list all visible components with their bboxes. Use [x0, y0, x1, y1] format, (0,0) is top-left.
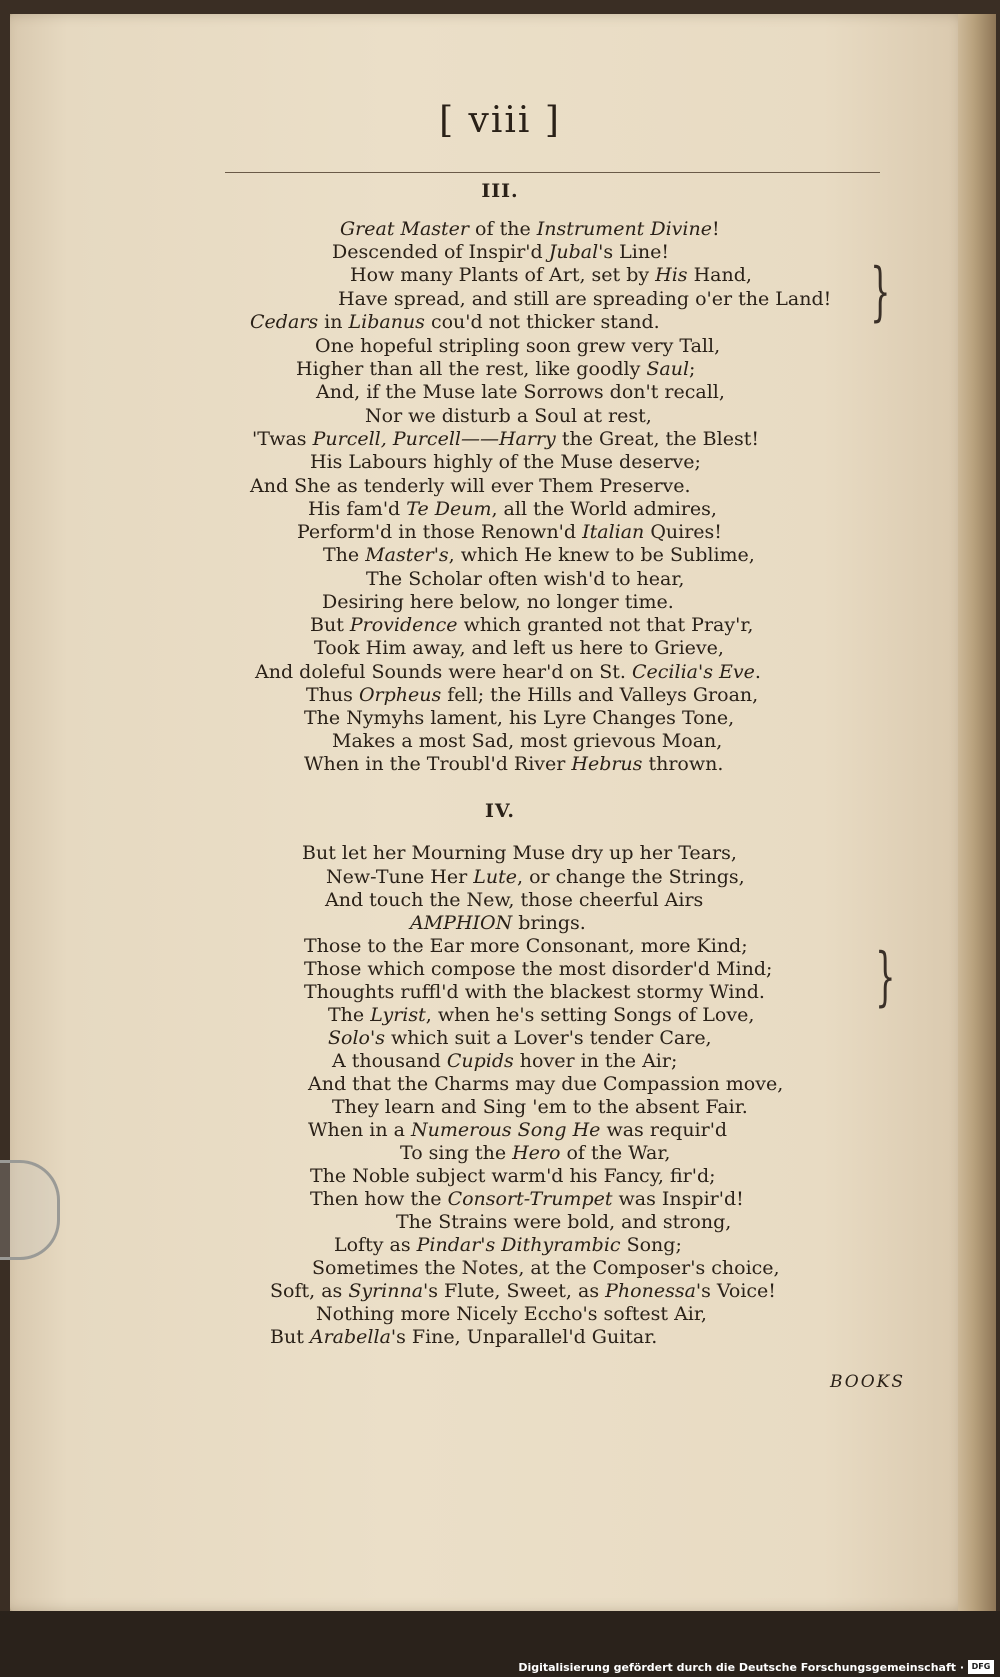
italic-text: Providence — [349, 614, 458, 636]
line-text: 's Line! — [598, 241, 669, 263]
line-text: cou'd not thicker stand. — [424, 311, 660, 333]
line-text: thrown. — [642, 753, 724, 775]
line-text: Descended of Inspir'd — [332, 241, 549, 263]
poem-line — [332, 1050, 677, 1072]
line-text: which suit a Lover's tender Care, — [384, 1027, 712, 1049]
line-text: Quires! — [644, 521, 722, 543]
line-text: in — [318, 311, 349, 333]
poem-line — [316, 381, 725, 403]
line-text: The Nymyhs lament, his Lyre Changes Tone, — [304, 707, 735, 729]
line-text: Soft, as — [270, 1280, 349, 1302]
digitization-credit: Digitalisierung gefördert durch die Deutsche Forschungsgemeinschaft · — [518, 1661, 964, 1674]
poem-line — [304, 707, 734, 729]
line-text: But — [310, 614, 350, 636]
poem-line — [297, 521, 722, 543]
line-text: The Noble subject warm'd his Fancy, fir'd; — [310, 1165, 716, 1187]
line-text: was requir'd — [600, 1119, 728, 1141]
line-text: And, if the Muse late Sorrows don't recall, — [316, 381, 725, 403]
line-text: New-Tune Her — [326, 866, 474, 888]
line-text: Perform'd in those Renown'd — [297, 521, 583, 543]
italic-text: Libanus — [348, 311, 425, 333]
poem-line — [250, 311, 660, 333]
line-text: , when he's setting Songs of Love, — [425, 1004, 755, 1026]
italic-text: Lyrist — [370, 1004, 426, 1026]
line-text: Took Him away, and left us here to Grieve, — [314, 637, 724, 659]
line-text: And that the Charms may due Compassion move, — [308, 1073, 784, 1095]
poem-line — [252, 428, 759, 450]
page-clip — [0, 1160, 60, 1260]
italic-text: AMPHION — [410, 912, 513, 934]
line-text: 's Voice! — [695, 1280, 776, 1302]
line-text: of the War, — [560, 1142, 671, 1164]
line-text: Then how the — [310, 1188, 448, 1210]
poem-line — [255, 661, 761, 683]
line-text: 's Fine, Unparallel'd Guitar. — [390, 1326, 658, 1348]
line-text: Thoughts ruffl'd with the blackest stormy Wind. — [304, 981, 765, 1003]
poem-line — [340, 218, 720, 240]
poem-line — [270, 1326, 657, 1348]
poem-line — [396, 1211, 731, 1233]
line-text: . — [754, 661, 761, 683]
line-text: His fam'd — [308, 498, 407, 520]
italic-text: His — [655, 264, 688, 286]
italic-text: Italian — [582, 521, 645, 543]
line-text: But let her Mourning Muse dry up her Tears, — [302, 842, 737, 864]
poem-line — [332, 1096, 748, 1118]
line-text: Desiring here below, no longer time. — [322, 591, 674, 613]
line-text: When in the Troubl'd River — [304, 753, 572, 775]
line-text: A thousand — [332, 1050, 447, 1072]
line-text: hover in the Air; — [513, 1050, 678, 1072]
poem-line — [304, 935, 748, 957]
poem-line — [310, 1165, 716, 1187]
italic-text: Orpheus — [358, 684, 442, 706]
line-text: His Labours highly of the Muse deserve; — [310, 451, 701, 473]
line-text: Thus — [306, 684, 359, 706]
brace-mark: } — [870, 255, 891, 329]
poem-line — [304, 981, 765, 1003]
poem-line — [332, 241, 669, 263]
page-number: [ viii ] — [439, 100, 561, 141]
poem-line — [310, 1188, 744, 1210]
poem-line — [328, 1004, 754, 1026]
line-text: ! — [711, 218, 720, 240]
italic-text: Saul — [646, 358, 690, 380]
poem-line — [326, 866, 745, 888]
poem-line — [306, 684, 758, 706]
poem-line — [304, 753, 723, 775]
poem-line — [315, 335, 720, 357]
italic-text: Arabella — [309, 1326, 391, 1348]
line-text: the Great, the Blest! — [555, 428, 759, 450]
line-text: They learn and Sing 'em to the absent Fair. — [332, 1096, 748, 1118]
line-text: was Inspir'd! — [612, 1188, 744, 1210]
italic-text: Consort-Trumpet — [447, 1188, 613, 1210]
line-text: Higher than all the rest, like goodly — [296, 358, 647, 380]
brace-mark: } — [875, 940, 896, 1014]
line-text: , which He knew to be Sublime, — [448, 544, 755, 566]
poem-line — [325, 889, 703, 911]
italic-text: Lute — [473, 866, 517, 888]
line-text: To sing the — [400, 1142, 513, 1164]
italic-text: Great Master — [340, 218, 470, 240]
italic-text: Master's — [365, 544, 449, 566]
line-text: ; — [689, 358, 696, 380]
line-text: 'Twas — [252, 428, 313, 450]
poem-line — [316, 1303, 707, 1325]
poem-line — [310, 614, 753, 636]
poem-line — [302, 842, 737, 864]
poem-line — [366, 568, 684, 590]
italic-text: Cupids — [446, 1050, 514, 1072]
line-text: And touch the New, those cheerful Airs — [325, 889, 704, 911]
italic-text: Hero — [512, 1142, 561, 1164]
poem-line — [334, 1234, 682, 1256]
poem-line — [328, 1027, 712, 1049]
line-text: brings. — [512, 912, 586, 934]
line-text: The Strains were bold, and strong, — [396, 1211, 732, 1233]
line-text: When in a — [308, 1119, 412, 1141]
italic-text: Jubal — [548, 241, 599, 263]
poem-line — [350, 264, 752, 286]
italic-text: Phonessa — [605, 1280, 696, 1302]
poem-line — [338, 288, 831, 310]
poem-line — [314, 637, 724, 659]
poem-line — [310, 451, 701, 473]
line-text: 's Flute, Sweet, as — [423, 1280, 606, 1302]
poem-line — [250, 475, 691, 497]
line-text: Those to the Ear more Consonant, more Kind; — [304, 935, 748, 957]
italic-text: Cecilia's Eve — [632, 661, 755, 683]
line-text: which granted not that Pray'r, — [457, 614, 754, 636]
poem-line — [308, 498, 717, 520]
line-text: And She as tenderly will ever Them Preserve. — [250, 475, 691, 497]
line-text: , all the World admires, — [491, 498, 717, 520]
line-text: One hopeful stripling soon grew very Tall, — [315, 335, 721, 357]
italic-text: Cedars — [250, 311, 319, 333]
catchword: BOOKS — [830, 1372, 906, 1392]
poem-line — [308, 1119, 727, 1141]
line-text: The — [323, 544, 366, 566]
line-text: The Scholar often wish'd to hear, — [366, 568, 685, 590]
line-text: The — [328, 1004, 371, 1026]
poem-line — [308, 1073, 783, 1095]
italic-text: Instrument Divine — [536, 218, 712, 240]
poem-line — [304, 958, 772, 980]
italic-text: Solo's — [328, 1027, 385, 1049]
line-text: Hand, — [687, 264, 752, 286]
line-text: Song; — [620, 1234, 682, 1256]
dfg-logo: DFG — [968, 1660, 994, 1674]
poem-line — [312, 1257, 780, 1279]
italic-text: Numerous Song He — [411, 1119, 601, 1141]
stanza-heading-iv: IV. — [485, 800, 515, 822]
line-text: , or change the Strings, — [516, 866, 745, 888]
poem-line — [410, 912, 586, 934]
line-text: fell; the Hills and Valleys Groan, — [441, 684, 759, 706]
line-text: Nor we disturb a Soul at rest, — [365, 405, 652, 427]
line-text: How many Plants of Art, set by — [350, 264, 656, 286]
line-text: And doleful Sounds were hear'd on St. — [255, 661, 632, 683]
poem-line — [400, 1142, 670, 1164]
poem-line — [323, 544, 755, 566]
poem-line — [270, 1280, 776, 1302]
line-text: Lofty as — [334, 1234, 417, 1256]
italic-text: Te Deum — [406, 498, 492, 520]
line-text: of the — [469, 218, 537, 240]
line-text: Those which compose the most disorder'd Mind; — [304, 958, 773, 980]
header-rule — [225, 172, 880, 173]
poem-line — [296, 358, 695, 380]
line-text: But — [270, 1326, 310, 1348]
italic-text: Hebrus — [571, 753, 643, 775]
line-text: Sometimes the Notes, at the Composer's choice, — [312, 1257, 780, 1279]
poem-line — [332, 730, 722, 752]
line-text: Have spread, and still are spreading o'er the Land! — [338, 288, 832, 310]
line-text: Nothing more Nicely Eccho's softest Air, — [316, 1303, 707, 1325]
italic-text: Pindar's Dithyrambic — [416, 1234, 621, 1256]
stanza-heading-iii: III. — [481, 180, 519, 202]
poem-line — [322, 591, 674, 613]
italic-text: Purcell, Purcell——Harry — [312, 428, 556, 450]
line-text: Makes a most Sad, most grievous Moan, — [332, 730, 723, 752]
poem-line — [365, 405, 652, 427]
italic-text: Syrinna — [348, 1280, 424, 1302]
